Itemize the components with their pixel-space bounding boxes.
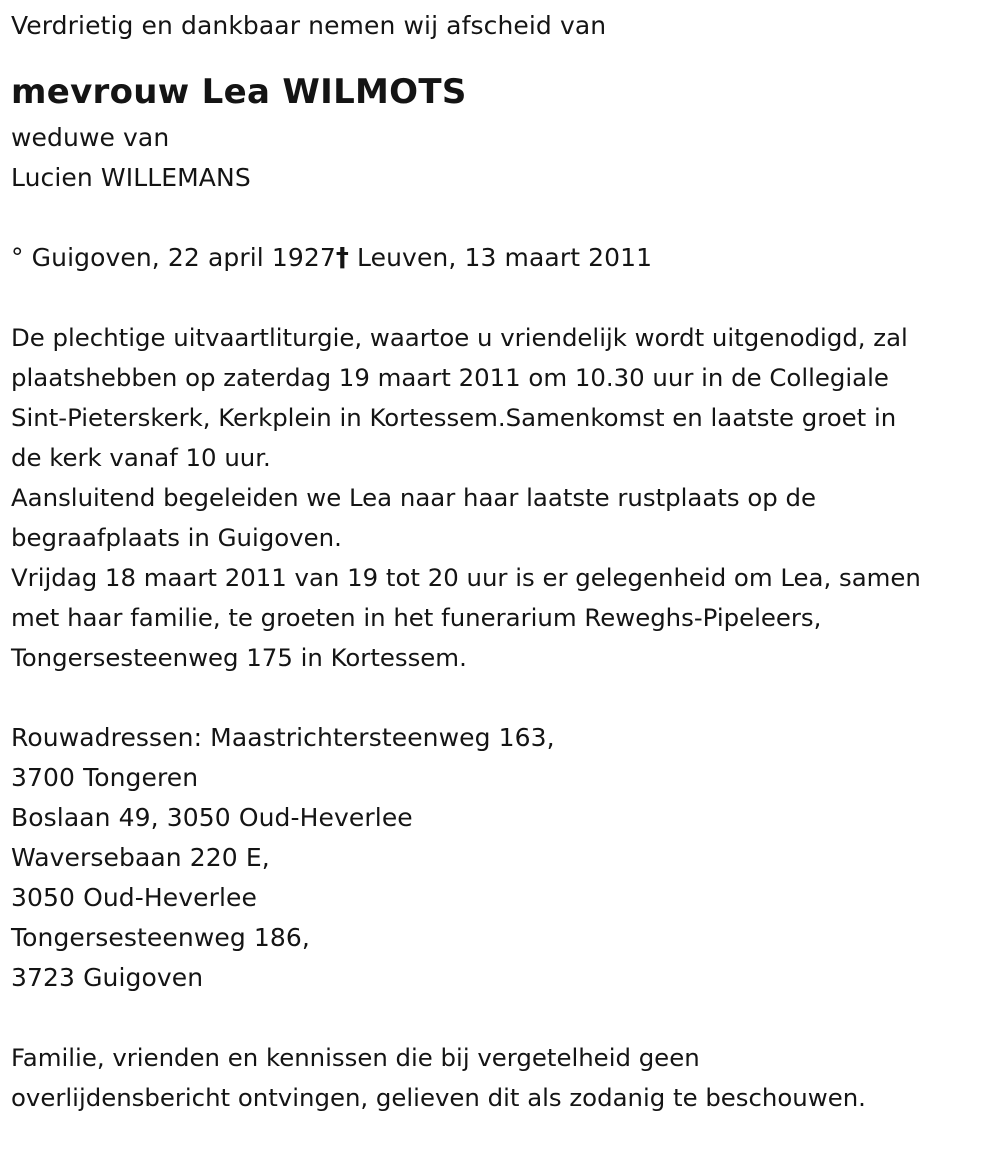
deceased-name: mevrouw Lea WILMOTS bbox=[11, 72, 467, 112]
spouse-name: Lucien WILLEMANS bbox=[11, 163, 251, 192]
address-line: Rouwadressen: Maastrichtersteenweg 163, bbox=[11, 723, 555, 752]
ceremony-line: Aansluitend begeleiden we Lea naar haar laatste rustplaats op de bbox=[11, 483, 816, 512]
address-line: Boslaan 49, 3050 Oud-Heverlee bbox=[11, 803, 413, 832]
closing-paragraph bbox=[11, 1038, 1000, 1118]
ceremony-line: De plechtige uitvaartliturgie, waartoe u vriendelijk wordt uitgenodigd, zal bbox=[11, 323, 908, 352]
spacer bbox=[11, 678, 1000, 718]
closing-line: overlijdensbericht ontvingen, gelieven dit als zodanig te beschouwen. bbox=[11, 1083, 866, 1112]
address-line: Tongersesteenweg 186, bbox=[11, 923, 310, 952]
birth-death-dates bbox=[11, 238, 1000, 278]
mourning-addresses bbox=[11, 718, 1000, 998]
closing-line: Familie, vrienden en kennissen die bij vergetelheid geen bbox=[11, 1043, 700, 1072]
spacer bbox=[11, 998, 1000, 1038]
address-line: 3723 Guigoven bbox=[11, 963, 204, 992]
birth-info: ° Guigoven, 22 april 1927 bbox=[11, 243, 336, 272]
spacer bbox=[11, 278, 1000, 318]
address-line: Waversebaan 220 E, bbox=[11, 843, 270, 872]
ceremony-paragraph bbox=[11, 318, 1000, 678]
ceremony-line: begraafplaats in Guigoven. bbox=[11, 523, 342, 552]
death-info: Leuven, 13 maart 2011 bbox=[349, 243, 653, 272]
ceremony-line: Sint-Pieterskerk, Kerkplein in Kortessem.Samenkomst en laatste groet in bbox=[11, 403, 897, 432]
ceremony-line: de kerk vanaf 10 uur. bbox=[11, 443, 271, 472]
address-line: 3700 Tongeren bbox=[11, 763, 199, 792]
ceremony-line: met haar familie, te groeten in het funerarium Reweghs-Pipeleers, bbox=[11, 603, 822, 632]
address-line: 3050 Oud-Heverlee bbox=[11, 883, 258, 912]
spacer bbox=[11, 198, 1000, 238]
ceremony-line: Tongersesteenweg 175 in Kortessem. bbox=[11, 643, 467, 672]
intro-text: Verdrietig en dankbaar nemen wij afscheid van bbox=[11, 11, 607, 40]
relation-label: weduwe van bbox=[11, 123, 170, 152]
ceremony-line: Vrijdag 18 maart 2011 van 19 tot 20 uur is er gelegenheid om Lea, samen bbox=[11, 563, 921, 592]
ceremony-line: plaatshebben op zaterdag 19 maart 2011 om 10.30 uur in de Collegiale bbox=[11, 363, 889, 392]
cross-icon: † bbox=[335, 243, 349, 273]
